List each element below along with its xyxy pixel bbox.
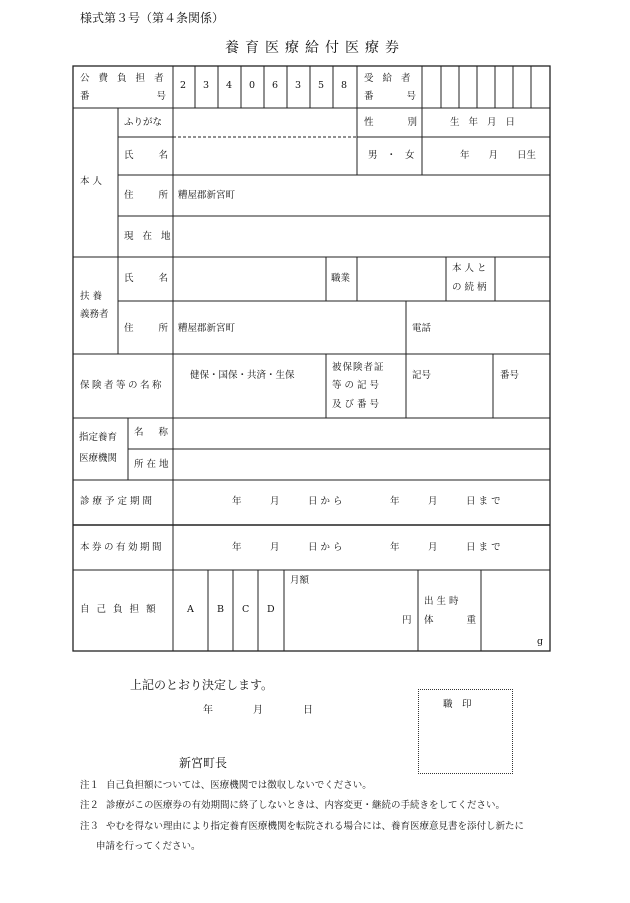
monthly-label: 月額 (290, 575, 310, 586)
guardian-section-label-2: 義務者 (80, 309, 109, 320)
mayor-label: 新宮町長 (179, 756, 228, 770)
yen-label: 円 (402, 615, 412, 626)
decision-date: 年 月 日 (203, 705, 313, 716)
payer-digit: 0 (249, 80, 256, 91)
occupation-label: 職業 (331, 273, 351, 284)
birth-value: 年 月 日生 (460, 150, 537, 161)
payer-digit: 5 (318, 80, 325, 91)
relation-label-2: の 続 柄 (452, 282, 487, 293)
payer-digit: 3 (295, 80, 302, 91)
insurer-name-label: 保険者等の名称 (80, 380, 165, 391)
insured-label-2: 等 の 記 号 (332, 380, 380, 391)
sex-value: 男 ・ 女 (368, 150, 418, 161)
validity-value: 年 月 日 か ら 年 月 日 ま で (232, 542, 501, 553)
note-text: 自己負担額については、医療機関では徴収しないでください。 (106, 780, 372, 791)
facility-name-label: 名 称 (134, 427, 168, 438)
page-title: 養育医療給付医療券 (225, 40, 405, 56)
phone-label: 電話 (412, 323, 432, 334)
payer-digit: 2 (180, 80, 187, 91)
form-number: 様式第３号（第４条関係） (80, 11, 225, 25)
self-name-label: 氏 名 (124, 150, 168, 161)
guardian-address-value: 糟屋郡新宮町 (178, 323, 236, 334)
official-seal-box (418, 689, 513, 774)
payer-digit: 6 (272, 80, 279, 91)
note-text: やむを得ない理由により指定養育医療機関を転院される場合には、養育医療意見書を添付し新たに (106, 821, 525, 832)
birth-weight-label-1: 出 生 時 (424, 596, 459, 607)
grade-d: D (267, 604, 275, 615)
payer-digit: 3 (203, 80, 210, 91)
recipient-number-label: 受 給 者 (364, 73, 414, 84)
note-text: 申請を行ってください。 (96, 841, 201, 852)
grade-c: C (242, 604, 250, 615)
copay-label: 自 己 負 担 額 (80, 604, 158, 615)
self-address-label: 住 所 (124, 190, 168, 201)
self-section-label: 本 人 (80, 176, 103, 187)
facility-location-label: 所 在 地 (134, 459, 169, 470)
grade-a: A (187, 604, 194, 615)
treatment-period-value: 年 月 日 か ら 年 月 日 ま で (232, 496, 501, 507)
note-text: 診療がこの医療券の有効期間に終了しないときは、内容変更・継続の手続きをしてください。 (106, 800, 506, 811)
validity-label: 本券の有効期間 (80, 542, 165, 553)
grade-b: B (217, 604, 224, 615)
payer-digit: 8 (341, 80, 348, 91)
payer-number-label-2: 番 号 (80, 91, 166, 102)
recipient-number-label-2: 番 号 (364, 91, 416, 102)
birth-weight-label-2: 体 重 (424, 615, 476, 626)
furigana-label: ふりがな (124, 117, 163, 128)
guardian-section-label-1: 扶 養 (80, 291, 103, 302)
facility-label-2: 医療機関 (79, 453, 118, 464)
self-address-value: 糟屋郡新宮町 (178, 190, 236, 201)
number-label: 番号 (500, 370, 520, 381)
insured-label-1: 被保険者証 (332, 362, 385, 373)
seal-label: 職 印 (443, 699, 472, 710)
guardian-address-label: 住 所 (124, 323, 168, 334)
guardian-name-label: 氏 名 (124, 273, 168, 284)
gram-label: g (537, 636, 544, 647)
current-address-label: 現 在 地 (124, 231, 174, 242)
note-number: 注３ (80, 821, 100, 832)
birth-label: 生 年 月 日 (450, 117, 519, 128)
decision-text: 上記のとおり決定します。 (130, 678, 274, 692)
insurance-types: 健保・国保・共済・生保 (190, 370, 295, 381)
insured-label-3: 及 び 番 号 (332, 399, 380, 410)
relation-label-1: 本 人 と (452, 263, 487, 274)
sex-label: 性 別 (364, 117, 417, 128)
treatment-period-label: 診療予定期間 (80, 496, 156, 507)
note-number: 注２ (80, 800, 100, 811)
payer-digit: 4 (226, 80, 233, 91)
facility-label-1: 指定養育 (79, 432, 118, 443)
symbol-label: 記号 (412, 370, 432, 381)
payer-number-label: 公 費 負 担 者 (80, 73, 167, 84)
note-number: 注１ (80, 780, 100, 791)
